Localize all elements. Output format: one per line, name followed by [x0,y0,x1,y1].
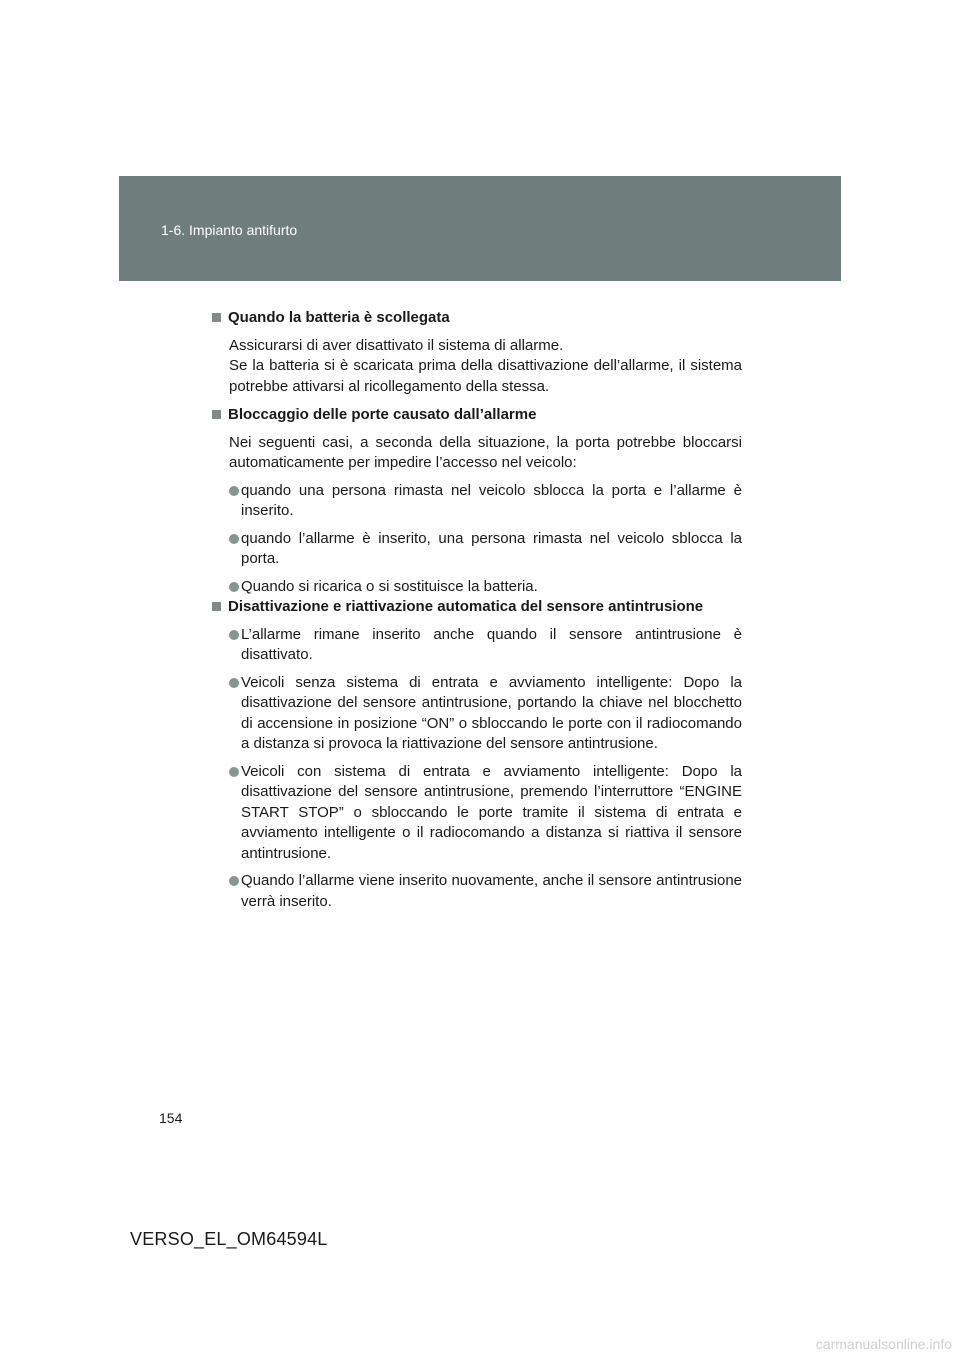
list-item: Veicoli senza sistema di entrata e avviamento intelligente: Dopo la disattivazione del sensore antintrusione, portando la chiave nel blocchetto di accensione in posizione “ON” o sbloccando le porte con il radiocomando a distanza si provoca la riattivazione del sensore antintrusione. [212,673,742,755]
chapter-header-bar [119,176,841,281]
section-title: Bloccaggio delle porte causato dall’allarme [228,406,537,423]
section-title: Quando la batteria è scollegata [228,309,450,326]
paragraph: Assicurarsi di aver disattivato il sistema di allarme. [229,336,564,354]
list-item: Quando si ricarica o si sostituisce la batteria. [212,577,742,598]
section-intrusion-sensor [212,597,742,912]
circle-bullet-icon [229,582,239,592]
page-content [212,308,742,912]
square-bullet-icon [212,313,221,322]
circle-bullet-icon [229,767,239,777]
circle-bullet-icon [229,486,239,496]
list-item: quando una persona rimasta nel veicolo sblocca la porta e l’allarme è inserito. [212,481,742,522]
paragraph: Nei seguenti casi, a seconda della situazione, la porta potrebbe bloccarsi automaticamente per impedire l’accesso nel veicolo: [229,433,742,471]
square-bullet-icon [212,602,221,611]
section-battery-disconnected [212,308,742,397]
paragraph: Se la batteria si è scaricata prima della disattivazione dell’allarme, il sistema potrebbe attivarsi al ricollegamento della stessa. [229,357,742,395]
list-item: L’allarme rimane inserito anche quando il sensore antintrusione è disattivato. [212,625,742,666]
section-door-lock-alarm [212,405,742,597]
circle-bullet-icon [229,630,239,640]
list-item: Quando l’allarme viene inserito nuovamente, anche il sensore antintrusione verrà inserito. [212,871,742,912]
watermark: carmanualsonline.info [815,1336,952,1352]
list-item: quando l’allarme è inserito, una persona rimasta nel veicolo sblocca la porta. [212,529,742,570]
document-code: VERSO_EL_OM64594L [130,1229,328,1249]
section-title: Disattivazione e riattivazione automatica del sensore antintrusione [228,598,704,615]
circle-bullet-icon [229,678,239,688]
chapter-title: 1-6. Impianto antifurto [161,222,298,238]
page-number: 154 [159,1110,183,1126]
circle-bullet-icon [229,876,239,886]
square-bullet-icon [212,410,221,419]
list-item: Veicoli con sistema di entrata e avviamento intelligente: Dopo la disattivazione del sensore antintrusione, premendo l’interruttore “ENGINE START STOP” o sbloccando le porte tramite il sistema di entrata e avviamento intelligente o il radiocomando a distanza si riattiva il sensore antintrusione. [212,762,742,865]
circle-bullet-icon [229,534,239,544]
